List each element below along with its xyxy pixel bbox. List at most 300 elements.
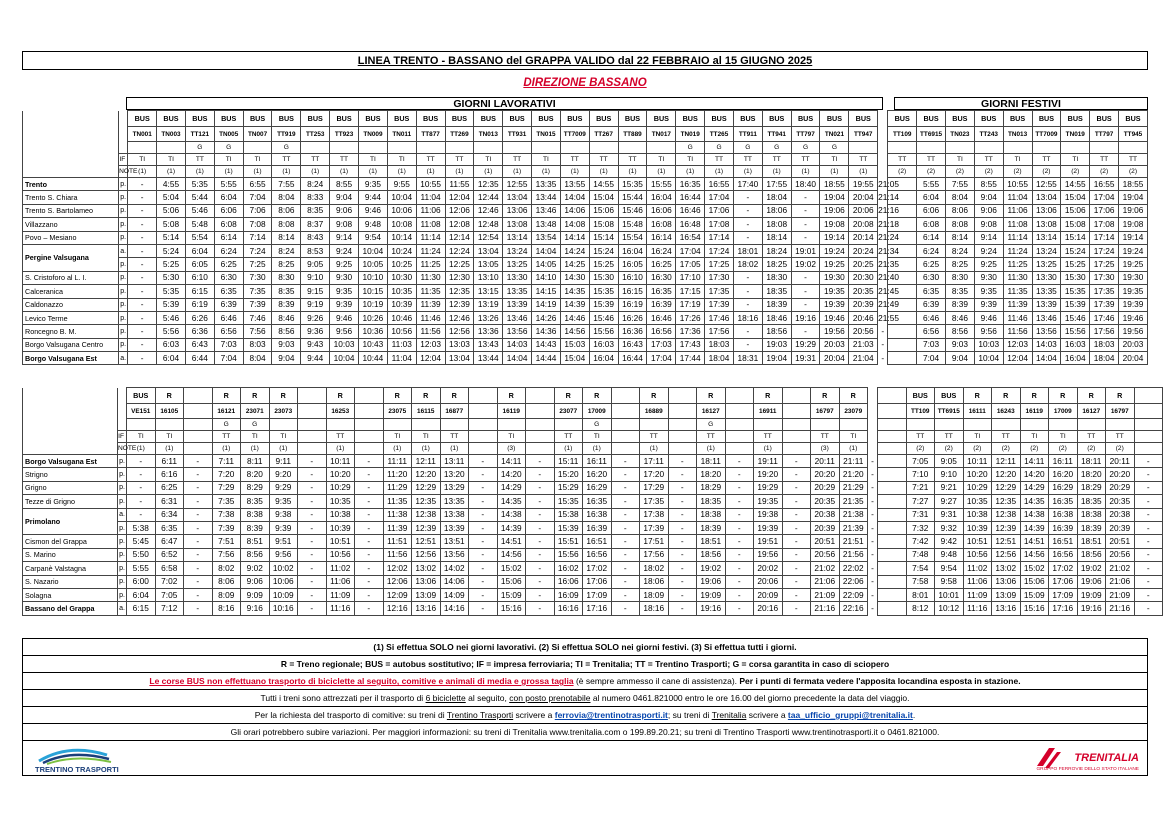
time-cell: -: [668, 588, 697, 601]
train-type-cell: BUS: [888, 111, 917, 127]
time-cell: -: [128, 258, 157, 271]
train-type-cell: R: [640, 388, 669, 404]
time-cell: 14:38: [497, 508, 526, 521]
time-cell: 18:03: [1090, 338, 1119, 351]
time-cell: 17:08: [705, 218, 734, 231]
time-cell: 16:03: [589, 338, 618, 351]
service-note-cell: (1): [618, 166, 647, 178]
strike-guarantee-cell: [974, 142, 1003, 154]
time-cell: 17:24: [705, 244, 734, 257]
time-cell: 15:44: [618, 191, 647, 204]
time-cell: 12:55: [1032, 178, 1061, 191]
station-name: Borgo Valsugana Est: [23, 352, 119, 365]
operator-cell: TT: [554, 431, 583, 443]
time-cell: 19:56: [820, 325, 849, 338]
train-type-cell: [868, 388, 878, 404]
time-cell: 18:11: [697, 455, 726, 468]
time-cell: 20:38: [1106, 508, 1135, 521]
station-name: Primolano: [23, 508, 118, 535]
time-cell: 13:08: [503, 218, 532, 231]
group-header-weekday: GIORNI LAVORATIVI: [126, 97, 883, 110]
time-cell: 18:06: [762, 204, 791, 217]
time-cell: 15:30: [589, 271, 618, 284]
station-name: Trento: [23, 178, 119, 191]
time-cell: 10:12: [935, 602, 964, 615]
time-cell: 20:24: [849, 244, 878, 257]
train-type-cell: BUS: [330, 111, 359, 127]
time-cell: -: [791, 231, 820, 244]
time-cell: 8:43: [301, 231, 330, 244]
time-cell: 18:04: [762, 191, 791, 204]
strike-guarantee-cell: [474, 142, 503, 154]
time-cell: 10:16: [269, 602, 298, 615]
train-number-cell: [469, 404, 498, 419]
strike-guarantee-cell: [383, 419, 412, 431]
time-cell: -: [611, 508, 640, 521]
train-type-cell: R: [811, 388, 840, 404]
time-cell: 17:35: [1090, 285, 1119, 298]
service-note-cell: (1): [560, 166, 589, 178]
time-cell: 12:03: [416, 338, 445, 351]
time-cell: 20:38: [811, 508, 840, 521]
time-cell: -: [127, 495, 156, 508]
train-number-cell: [611, 404, 640, 419]
train-number-cell: TN001: [128, 127, 157, 142]
train-number-header-blank: [23, 404, 118, 419]
time-cell: -: [298, 602, 327, 615]
time-cell: 8:56: [272, 325, 301, 338]
time-cell: 19:08: [1119, 218, 1148, 231]
arrival-departure-flag: p.: [119, 218, 128, 231]
arrival-departure-flag: p.: [119, 285, 128, 298]
time-cell: -: [733, 191, 762, 204]
time-cell: 14:04: [1032, 352, 1061, 365]
time-cell: 11:24: [1003, 244, 1032, 257]
time-cell: 15:06: [1061, 204, 1090, 217]
station-row: [23, 204, 1148, 217]
time-cell: 12:29: [992, 481, 1021, 494]
train-type-cell: R: [839, 388, 868, 404]
time-cell: 14:43: [532, 338, 561, 351]
train-type-cell: R: [1106, 388, 1135, 404]
train-type-cell: BUS: [532, 111, 561, 127]
time-cell: 16:30: [647, 271, 676, 284]
time-cell: 14:56: [497, 548, 526, 561]
time-cell: -: [868, 521, 878, 534]
time-cell: 15:06: [497, 575, 526, 588]
note-groups-tt: Trentino Trasporti: [446, 710, 514, 720]
train-number-cell: [782, 404, 811, 419]
station-name: Povo – Mesiano: [23, 231, 119, 244]
time-cell: 5:38: [127, 521, 156, 534]
time-cell: -: [791, 191, 820, 204]
time-cell: 16:35: [1049, 495, 1078, 508]
time-cell: 10:39: [963, 521, 992, 534]
time-cell: 16:25: [647, 258, 676, 271]
time-cell: 16:38: [583, 508, 612, 521]
operator-cell: TT: [1106, 431, 1135, 443]
time-cell: 11:11: [383, 455, 412, 468]
service-note-cell: (1): [532, 166, 561, 178]
time-cell: 16:06: [554, 575, 583, 588]
time-cell: 16:51: [1049, 535, 1078, 548]
time-cell: 9:38: [269, 508, 298, 521]
time-cell: 11:56: [383, 548, 412, 561]
service-note-label: NOTE: [119, 166, 128, 178]
time-cell: 11:35: [416, 285, 445, 298]
time-cell: 19:46: [1119, 311, 1148, 324]
time-cell: 6:55: [243, 178, 272, 191]
train-number-label-blank: [118, 404, 127, 419]
email-link-trenitalia[interactable]: taa_ufficio_gruppi@trenitalia.it: [787, 710, 913, 720]
train-number-cell: TT253: [301, 127, 330, 142]
station-row: [23, 495, 1163, 508]
time-cell: 14:35: [497, 495, 526, 508]
time-cell: 13:56: [503, 325, 532, 338]
time-cell: 15:20: [554, 468, 583, 481]
operator-cell: TT: [762, 154, 791, 166]
time-cell: [888, 352, 917, 365]
time-cell: 17:30: [1090, 271, 1119, 284]
train-type-cell: BUS: [1061, 111, 1090, 127]
operator-cell: TI: [387, 154, 416, 166]
operator-cell: [725, 431, 754, 443]
train-type-cell: [355, 388, 384, 404]
time-cell: 16:55: [705, 178, 734, 191]
service-note-cell: (1): [676, 166, 705, 178]
time-cell: 7:29: [212, 481, 241, 494]
time-cell: 8:35: [301, 204, 330, 217]
time-cell: 16:46: [647, 311, 676, 324]
time-cell: -: [611, 468, 640, 481]
time-cell: -: [868, 562, 878, 575]
train-type-cell: BUS: [791, 111, 820, 127]
time-cell: -: [526, 468, 555, 481]
time-cell: 11:14: [416, 231, 445, 244]
service-note-header-blank: [23, 443, 118, 455]
strike-guarantee-cell: [269, 419, 298, 431]
time-cell: 16:03: [1061, 338, 1090, 351]
train-type-cell: [184, 388, 213, 404]
train-type-row: [23, 111, 1148, 127]
time-cell: 14:03: [503, 338, 532, 351]
time-cell: -: [791, 285, 820, 298]
station-row: [23, 481, 1163, 494]
operator-cell: TI: [839, 431, 868, 443]
time-cell: -: [127, 455, 156, 468]
time-cell: 6:11: [155, 455, 184, 468]
time-cell: 9:27: [935, 495, 964, 508]
time-cell: 22:16: [839, 602, 868, 615]
time-cell: 7:55: [945, 178, 974, 191]
time-cell: 10:02: [269, 562, 298, 575]
time-cell: 7:08: [243, 218, 272, 231]
station-row: [23, 231, 1148, 244]
time-cell: -: [355, 508, 384, 521]
time-cell: 19:35: [1119, 285, 1148, 298]
time-cell: 12:35: [474, 178, 503, 191]
service-note-cell: [878, 443, 907, 455]
time-cell: 17:20: [640, 468, 669, 481]
train-number-cell: TT919: [272, 127, 301, 142]
arrival-departure-flag: p.: [118, 455, 127, 468]
time-cell: -: [128, 178, 157, 191]
train-type-cell: BUS: [589, 111, 618, 127]
time-cell: 7:48: [906, 548, 935, 561]
time-cell: -: [611, 455, 640, 468]
time-cell: -: [668, 575, 697, 588]
train-type-cell: BUS: [1003, 111, 1032, 127]
time-cell: 9:48: [358, 218, 387, 231]
time-cell: 20:51: [1106, 535, 1135, 548]
time-cell: 20:39: [849, 298, 878, 311]
time-cell: 13:43: [474, 338, 503, 351]
station-name: Borgo Valsugana Est: [23, 455, 118, 468]
time-cell: -: [184, 495, 213, 508]
time-cell: -: [868, 455, 878, 468]
operator-cell: TI: [497, 431, 526, 443]
time-cell: 14:03: [1032, 338, 1061, 351]
time-cell: 12:51: [412, 535, 441, 548]
email-link-trentino-trasporti[interactable]: ferrovia@trentinotrasporti.it: [554, 710, 668, 720]
train-number-cell: 23073: [269, 404, 298, 419]
time-cell: -: [184, 508, 213, 521]
time-cell: 6:08: [214, 218, 243, 231]
time-cell: 12:04: [445, 191, 474, 204]
time-cell: 8:38: [241, 508, 270, 521]
time-cell: 12:04: [416, 352, 445, 365]
service-note-cell: (1): [326, 443, 355, 455]
time-cell: 13:14: [1032, 231, 1061, 244]
time-cell: 14:35: [560, 285, 589, 298]
train-number-row: [23, 127, 1148, 142]
station-row: [23, 244, 1148, 257]
train-type-cell: R: [269, 388, 298, 404]
train-type-cell: [782, 388, 811, 404]
time-cell: 13:36: [474, 325, 503, 338]
station-row: [23, 285, 1148, 298]
time-cell: 12:25: [445, 258, 474, 271]
station-name: Trento S. Bartolameo: [23, 204, 119, 217]
train-number-cell: TT911: [733, 127, 762, 142]
time-cell: 8:24: [301, 178, 330, 191]
train-type-cell: R: [1049, 388, 1078, 404]
time-cell: 14:11: [1020, 455, 1049, 468]
service-note-cell: (2): [1061, 166, 1090, 178]
strike-guarantee-cell: [127, 419, 156, 431]
time-cell: 15:04: [560, 352, 589, 365]
time-cell: 8:29: [241, 481, 270, 494]
operator-cell: TT: [974, 154, 1003, 166]
time-cell: -: [611, 562, 640, 575]
station-name: Solagna: [23, 588, 118, 601]
strike-guarantee-cell: [963, 419, 992, 431]
operator-cell: TI: [647, 154, 676, 166]
arrival-departure-flag: p.: [118, 548, 127, 561]
time-cell: 17:56: [640, 548, 669, 561]
time-cell: 7:06: [243, 204, 272, 217]
time-cell: -: [611, 588, 640, 601]
time-cell: 17:09: [1049, 588, 1078, 601]
time-cell: 6:14: [214, 231, 243, 244]
train-number-cell: 16127: [697, 404, 726, 419]
time-cell: 16:11: [1049, 455, 1078, 468]
strike-guarantee-cell: [589, 142, 618, 154]
train-number-cell: VE151: [127, 404, 156, 419]
time-cell: 9:06: [241, 575, 270, 588]
time-cell: 17:30: [705, 271, 734, 284]
operator-cell: [868, 431, 878, 443]
time-cell: 15:25: [1061, 258, 1090, 271]
train-number-cell: 23079: [839, 404, 868, 419]
strike-guarantee-cell: [184, 419, 213, 431]
time-cell: 7:54: [906, 562, 935, 575]
time-cell: 15:46: [589, 311, 618, 324]
time-cell: -: [184, 521, 213, 534]
operator-cell: [526, 431, 555, 443]
train-number-cell: 16243: [992, 404, 1021, 419]
time-cell: 10:43: [358, 338, 387, 351]
time-cell: 19:06: [820, 204, 849, 217]
time-cell: 12:38: [992, 508, 1021, 521]
train-type-cell: R: [212, 388, 241, 404]
strike-guarantee-cell: [811, 419, 840, 431]
strike-guarantee-cell: G: [214, 142, 243, 154]
time-cell: 8:06: [272, 204, 301, 217]
time-cell: 6:25: [214, 258, 243, 271]
time-cell: 5:44: [185, 191, 214, 204]
time-cell: 17:03: [647, 338, 676, 351]
strike-guarantee-cell: [1003, 142, 1032, 154]
strike-guarantee-cell: [301, 142, 330, 154]
time-cell: 15:46: [618, 204, 647, 217]
strike-guarantee-cell: G: [583, 419, 612, 431]
arrival-departure-flag: p.: [119, 298, 128, 311]
train-type-cell: R: [440, 388, 469, 404]
station-name: S. Marino: [23, 548, 118, 561]
time-cell: 9:25: [330, 258, 359, 271]
time-cell: 17:55: [762, 178, 791, 191]
time-cell: -: [355, 481, 384, 494]
service-note-cell: (1): [849, 166, 878, 178]
time-cell: -: [782, 548, 811, 561]
service-note-cell: (2): [1106, 443, 1135, 455]
time-cell: -: [725, 548, 754, 561]
strike-guarantee-cell: [849, 142, 878, 154]
time-cell: 15:55: [647, 178, 676, 191]
time-cell: 8:24: [945, 244, 974, 257]
train-type-cell: R: [697, 388, 726, 404]
time-cell: 11:38: [383, 508, 412, 521]
train-type-row: [23, 388, 1163, 404]
time-cell: 19:11: [754, 455, 783, 468]
time-cell: -: [469, 455, 498, 468]
time-cell: 21:06: [1106, 575, 1135, 588]
time-cell: 20:39: [1106, 521, 1135, 534]
time-cell: 9:04: [945, 352, 974, 365]
time-cell: 14:08: [560, 218, 589, 231]
time-cell: 16:35: [647, 285, 676, 298]
time-cell: 8:35: [945, 285, 974, 298]
service-note-cell: (1): [503, 166, 532, 178]
station-name: Pergine Valsugana: [23, 244, 119, 271]
time-cell: 13:15: [474, 285, 503, 298]
service-note-cell: (1): [241, 443, 270, 455]
note-bus-dog: (è sempre ammesso il cane di assistenza).: [573, 676, 740, 686]
time-cell: -: [868, 535, 878, 548]
time-cell: 8:55: [974, 178, 1003, 191]
timetable-trento-borgo: [22, 110, 1148, 365]
time-cell: 19:09: [1077, 588, 1106, 601]
time-cell: 5:08: [157, 218, 186, 231]
time-cell: -: [782, 468, 811, 481]
service-note-cell: (1): [647, 166, 676, 178]
time-cell: -: [791, 325, 820, 338]
time-cell: -: [878, 325, 888, 338]
time-cell: 19:24: [1119, 244, 1148, 257]
train-number-label-blank: [119, 127, 128, 142]
time-cell: 15:04: [1061, 191, 1090, 204]
time-cell: [878, 602, 907, 615]
time-cell: -: [128, 218, 157, 231]
train-number-cell: TT931: [503, 127, 532, 142]
time-cell: 9:03: [272, 338, 301, 351]
time-cell: 17:04: [676, 244, 705, 257]
time-cell: 10:14: [387, 231, 416, 244]
time-cell: 16:04: [1061, 352, 1090, 365]
time-cell: 20:20: [1106, 468, 1135, 481]
strike-guarantee-cell: [917, 142, 946, 154]
operator-cell: [668, 431, 697, 443]
time-cell: 6:24: [917, 244, 946, 257]
time-cell: 19:03: [762, 338, 791, 351]
strike-guarantee-cell: [532, 142, 561, 154]
time-cell: 8:02: [212, 562, 241, 575]
strike-guarantee-cell: [554, 419, 583, 431]
time-cell: 6:35: [917, 285, 946, 298]
service-note-cell: (1): [128, 166, 157, 178]
time-cell: 14:39: [1020, 521, 1049, 534]
time-cell: 9:35: [358, 178, 387, 191]
time-cell: 17:51: [640, 535, 669, 548]
service-note-cell: (1): [474, 166, 503, 178]
time-cell: 15:56: [1061, 325, 1090, 338]
time-cell: 12:11: [412, 455, 441, 468]
time-cell: 13:51: [440, 535, 469, 548]
time-cell: 6:15: [185, 285, 214, 298]
time-cell: 13:48: [532, 218, 561, 231]
time-cell: -: [782, 481, 811, 494]
time-cell: 10:38: [963, 508, 992, 521]
time-cell: 6:04: [214, 191, 243, 204]
time-cell: 12:35: [412, 495, 441, 508]
service-note-cell: [668, 443, 697, 455]
strike-guarantee-cell: [387, 142, 416, 154]
time-cell: [878, 455, 907, 468]
time-cell: 15:14: [589, 231, 618, 244]
time-cell: 6:52: [155, 548, 184, 561]
time-cell: -: [1134, 588, 1163, 601]
time-cell: 16:54: [676, 231, 705, 244]
service-note-cell: (1): [185, 166, 214, 178]
service-note-cell: (1): [445, 166, 474, 178]
time-cell: 7:32: [906, 521, 935, 534]
logo-footer: [22, 740, 1148, 776]
time-cell: 9:26: [301, 311, 330, 324]
time-cell: 14:46: [560, 311, 589, 324]
operator-cell: TI: [583, 431, 612, 443]
note-groups-text-1: Per la richiesta del trasporto di comitive: su treni di: [254, 710, 447, 720]
